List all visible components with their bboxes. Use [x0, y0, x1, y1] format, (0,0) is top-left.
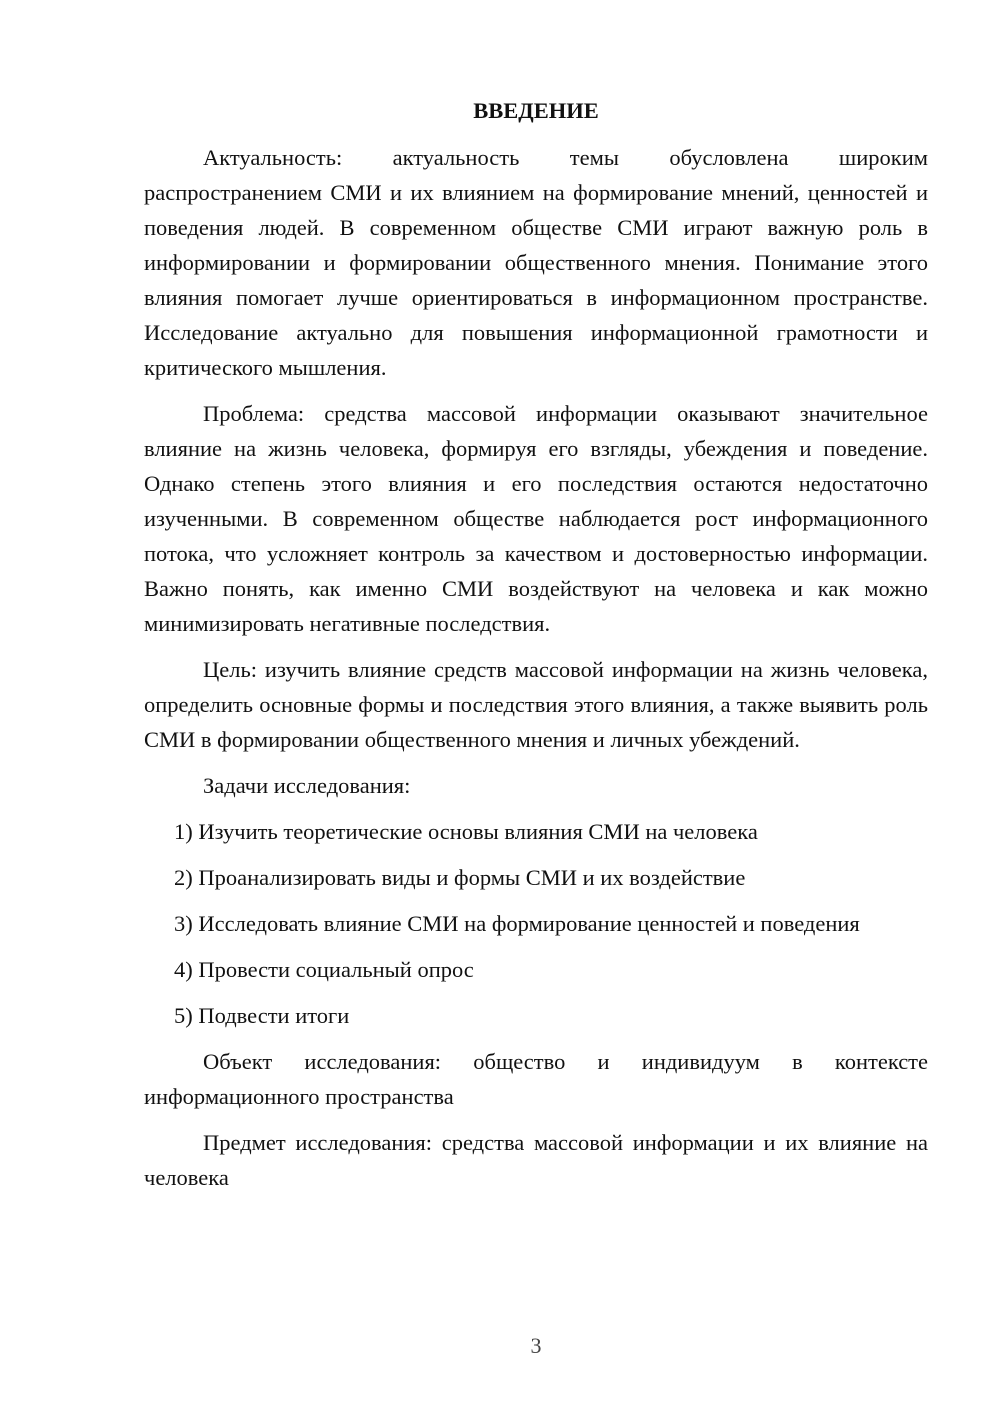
task-item: 4) Провести социальный опрос [174, 957, 474, 982]
tasks-heading: Задачи исследования: [203, 773, 411, 798]
page-number: 3 [530, 1333, 542, 1358]
task-item: 3) Исследовать влияние СМИ на формирование ценностей и поведения [174, 911, 860, 936]
subject-paragraph: Предмет исследования: средства массовой информации и их влияние на человека [144, 1130, 928, 1190]
problem-paragraph: Проблема: средства массовой информации оказывают значительное влияние на жизнь человека, формируя его взгляды, убеждения и поведение. Однако степень этого влияния и его последствия остаются недостаточно изученными. В современном обществе наблюдается рост информационного потока, что усложняет контроль за качеством и достоверностью информации. Важно понять, как именно СМИ воздействуют на человека и как можно минимизировать негативные последствия. [144, 401, 928, 636]
task-item: 2) Проанализировать виды и формы СМИ и их воздействие [174, 865, 746, 890]
relevance-paragraph: Актуальность: актуальность темы обусловлена широким распространением СМИ и их влиянием на формирование мнений, ценностей и поведения людей. В современном обществе СМИ играют важную роль в информировании и формировании общественного мнения. Понимание этого влияния помогает лучше ориентироваться в информационном пространстве. Исследование актуально для повышения информационной грамотности и критического мышления. [144, 145, 928, 380]
page-content [144, 94, 928, 1206]
goal-paragraph: Цель: изучить влияние средств массовой информации на жизнь человека, определить основные формы и последствия этого влияния, а также выявить роль СМИ в формировании общественного мнения и личных убеждений. [144, 657, 928, 752]
task-item: 5) Подвести итоги [174, 1003, 350, 1028]
object-paragraph: Объект исследования: общество и индивидуум в контексте информационного пространства [144, 1049, 928, 1109]
section-heading: ВВЕДЕНИЕ [473, 98, 599, 123]
task-item: 1) Изучить теоретические основы влияния СМИ на человека [174, 819, 758, 844]
